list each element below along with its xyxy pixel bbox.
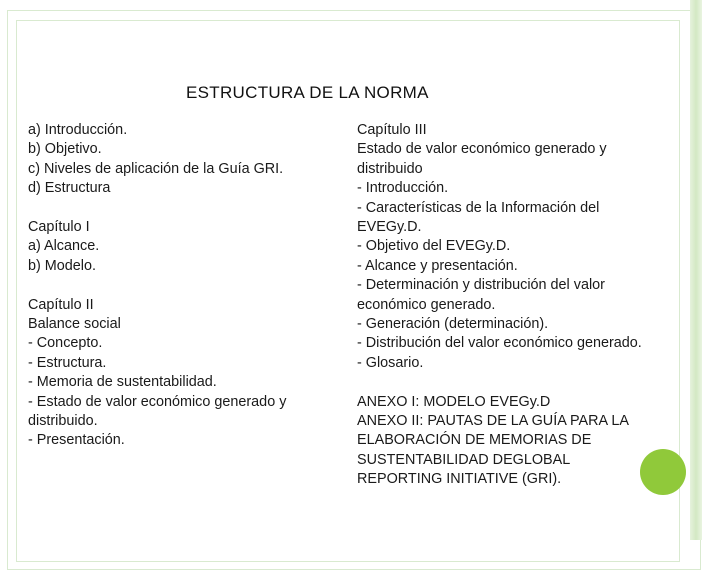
annex-line: ELABORACIÓN DE MEMORIAS DE	[357, 432, 592, 449]
list-item: - Memoria de sustentabilidad.	[28, 374, 217, 391]
intro-section	[28, 121, 328, 199]
list-item: - Características de la Información del	[357, 199, 600, 216]
annex-line: SUSTENTABILIDAD DEGLOBAL	[357, 451, 571, 468]
section-heading: Capítulo II	[28, 296, 94, 313]
capitulo-1-section	[28, 218, 328, 276]
capitulo-2-section	[28, 296, 328, 451]
list-item: distribuido.	[28, 413, 98, 430]
list-item: - Introducción.	[357, 180, 449, 197]
list-item: Estado de valor económico generado y	[357, 141, 607, 158]
list-item: - Concepto.	[28, 335, 103, 352]
list-item: - Glosario.	[357, 354, 424, 371]
list-item: - Alcance y presentación.	[357, 257, 518, 274]
decorative-green-circle	[640, 449, 686, 495]
list-item: - Estructura.	[28, 354, 107, 371]
intro-line: a) Introducción.	[28, 122, 128, 138]
list-item: distribuido	[357, 160, 423, 177]
right-column	[357, 121, 679, 490]
anexos-section	[357, 393, 679, 490]
section-heading: Capítulo I	[28, 219, 90, 236]
decorative-side-band	[690, 0, 702, 540]
list-item: - Distribución del valor económico generado.	[357, 335, 642, 352]
intro-line: c) Niveles de aplicación de la Guía GRI.	[28, 160, 284, 177]
list-item: EVEGy.D.	[357, 219, 422, 236]
list-item: económico generado.	[357, 296, 496, 313]
list-item: b) Modelo.	[28, 257, 96, 274]
slide-title: ESTRUCTURA DE LA NORMA	[186, 83, 429, 102]
section-heading: Capítulo III	[357, 122, 427, 138]
intro-line: b) Objetivo.	[28, 141, 102, 158]
list-item: - Presentación.	[28, 432, 125, 449]
list-item: - Objetivo del EVEGy.D.	[357, 238, 511, 255]
list-item: a) Alcance.	[28, 238, 100, 255]
left-column	[28, 121, 328, 451]
annex-line: ANEXO I: MODELO EVEGy.D	[357, 393, 551, 410]
annex-line: REPORTING INITIATIVE (GRI).	[357, 471, 562, 488]
list-item: Balance social	[28, 316, 121, 333]
annex-line: ANEXO II: PAUTAS DE LA GUÍA PARA LA	[357, 413, 629, 430]
list-item: - Estado de valor económico generado y	[28, 393, 287, 410]
list-item: - Determinación y distribución del valor	[357, 277, 605, 294]
intro-line: d) Estructura	[28, 180, 111, 197]
list-item: - Generación (determinación).	[357, 316, 549, 333]
capitulo-3-section	[357, 121, 679, 373]
